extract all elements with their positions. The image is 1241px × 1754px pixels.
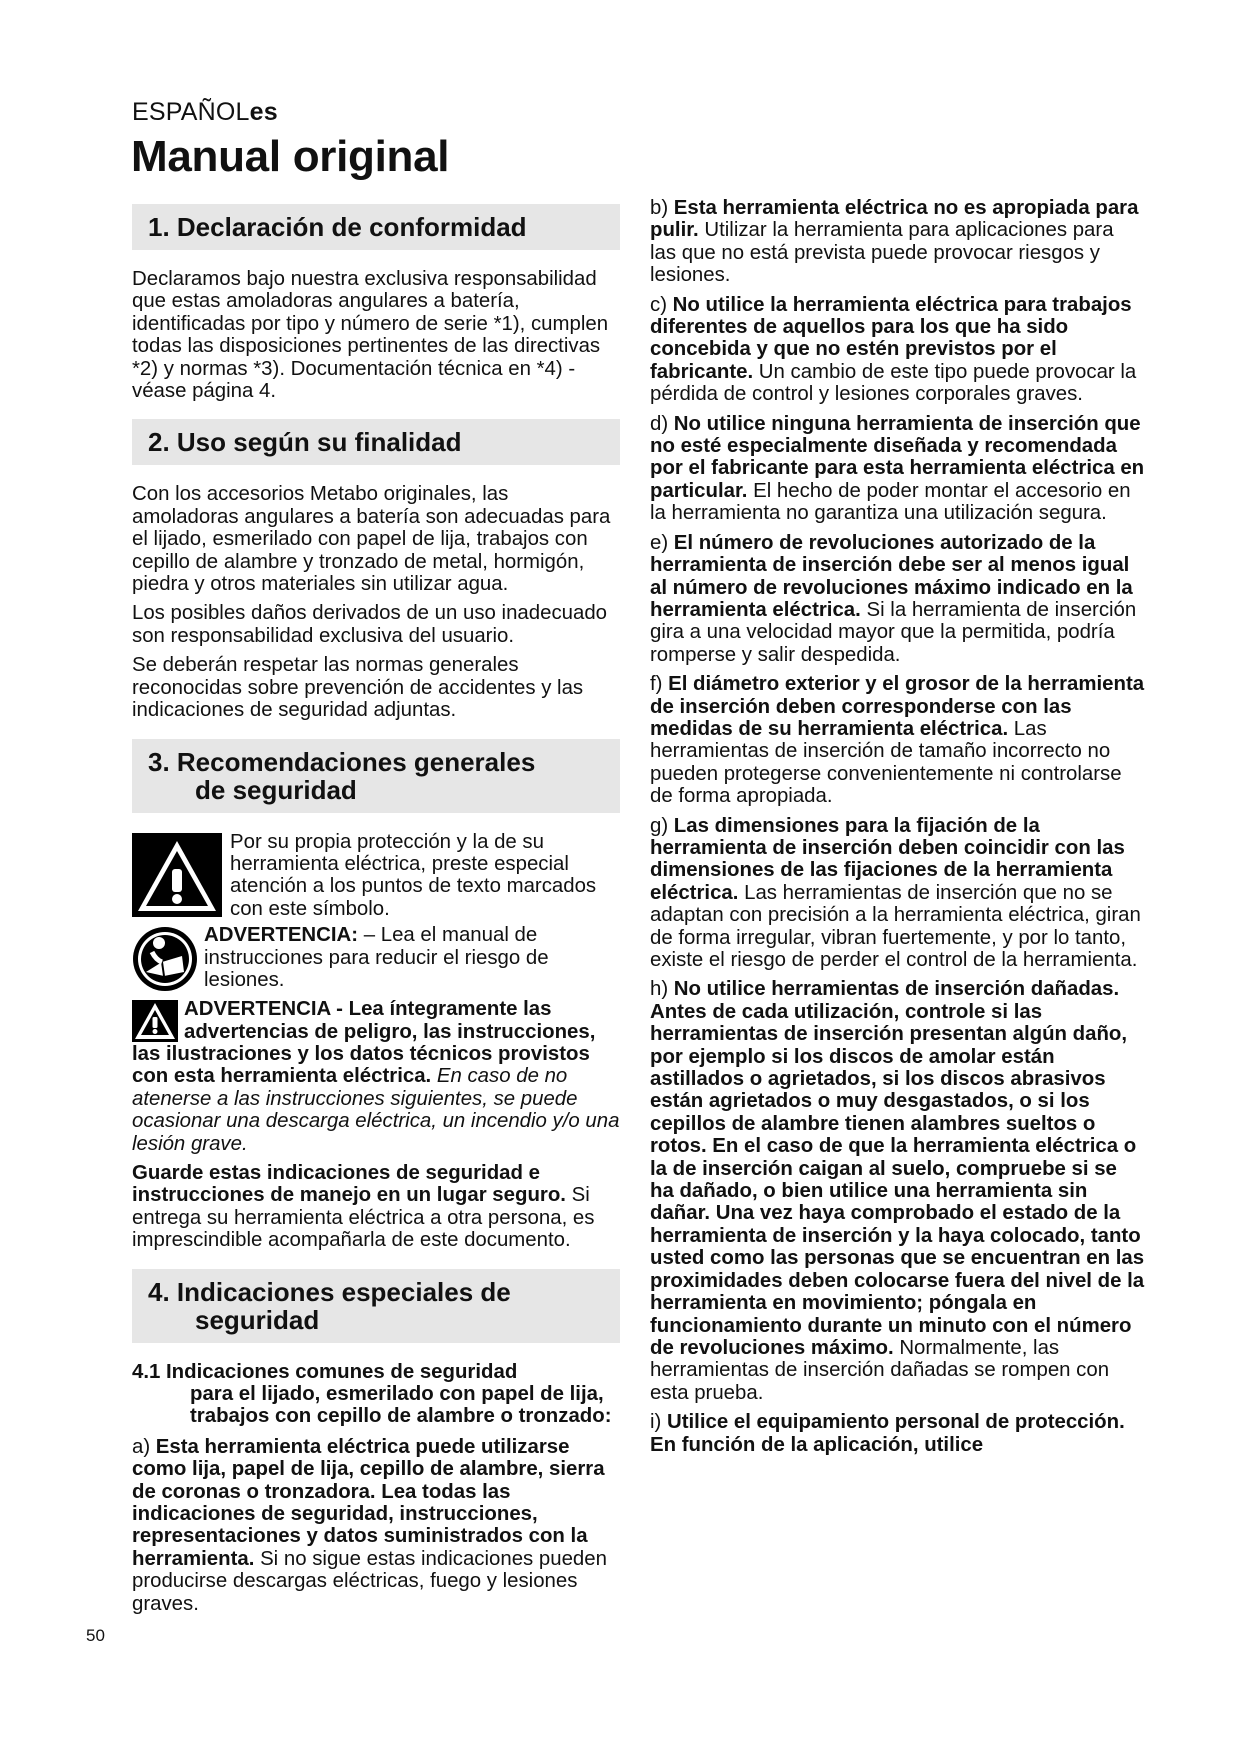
advertencia-full-bold: ADVERTENCIA - Lea íntegramente las advertencias de peligro, las instrucciones, las ilustraciones y los datos técnicos provistos con esta herramienta eléctrica. [132, 998, 596, 1088]
item-c-bold: No utilice la herramienta eléctrica para trabajos diferentes de aquellos para los que ha sido concebida y que no estén previstos por el fabricante. [650, 293, 1132, 383]
language-name: ESPAÑOL [132, 98, 250, 126]
item-d-text: El hecho de poder montar el accesorio en la herramienta no garantiza una utilización segura. [650, 479, 1131, 525]
item-d-label: d) [650, 412, 674, 435]
warning-symbol-text: Por su propia protección y la de su herramienta eléctrica, preste especial atención a los puntos de texto marcados con este símbolo. [230, 830, 597, 920]
item-a-label: a) [132, 1435, 156, 1458]
item-g-bold: Las dimensiones para la fijación de la herramienta de inserción deben coincidir con las dimensiones de las fijaciones de la herramienta eléctrica. [650, 814, 1125, 904]
item-e-text: Si la herramienta de inserción gira a una velocidad mayor que la permitida, podría romperse y salir despedida. [650, 598, 1137, 666]
warning-triangle-icon [132, 833, 222, 917]
item-e-label: e) [650, 531, 674, 554]
item-h-label: h) [650, 978, 674, 1001]
item-g-label: g) [650, 814, 674, 837]
page-number: 50 [86, 1626, 105, 1645]
item-d [650, 413, 1145, 525]
item-b-bold: Esta herramienta eléctrica no es apropiada para pulir. [650, 197, 1139, 242]
item-f [650, 673, 1145, 807]
keep-instructions-bold: Guarde estas indicaciones de seguridad e instrucciones de manejo en un lugar seguro. [132, 1161, 566, 1207]
advertencia-label: ADVERTENCIA: [204, 924, 359, 947]
subsection-4-1-line-1: 4.1 Indicaciones comunes de seguridad [132, 1360, 518, 1383]
item-i [650, 1411, 1145, 1456]
item-a-bold: Esta herramienta eléctrica puede utilizarse como lija, papel de lija, cepillo de alambre, sierra de coronas o tronzadora. Lea todas las indicaciones de seguridad, instrucciones, representaciones y datos suministrados con la herramienta. [132, 1435, 605, 1570]
language-code: es [249, 98, 278, 126]
item-h-text: Normalmente, las herramientas de inserción dañadas se rompen con esta prueba. [650, 1336, 1110, 1404]
item-f-text: Las herramientas de inserción de tamaño incorrecto no pueden protegerse convenientemente ni controlarse de forma apropiada. [650, 717, 1122, 808]
read-manual-row [132, 924, 620, 992]
item-d-bold: No utilice ninguna herramienta de inserción que no esté especialmente diseñada y recomendada por el fabricante para esta herramienta eléctrica en particular. [650, 412, 1145, 502]
item-f-label: f) [650, 673, 669, 696]
item-h-bold: No utilice herramientas de inserción dañadas. Antes de cada utilización, controle si las herramientas de inserción presentan algún daño, por ejemplo si los discos de amolar están astillados o agrietados, si los discos abrasivos están agrietados o muy desgastados, o si los cepillos de alambre tienen alambres sueltos o rotos. En el caso de que la herramienta eléctrica o la de inserción caigan al suelo, compruebe si se ha dañado, o bien utilice una herramienta sin dañar. Una vez haya comprobado el estado de la herramienta de inserción y la haya colocado, tanto usted como las personas que se encuentran en las proximidades deben colocarse fuera del nivel de la herramienta en movimiento; póngala en funcionamiento durante un minuto con el número de revoluciones máximo. [650, 978, 1145, 1359]
keep-instructions [132, 1162, 620, 1252]
subsection-4-1-heading [132, 1361, 620, 1428]
item-h [650, 978, 1145, 1404]
item-i-bold: Utilice el equipamiento personal de protección. En función de la aplicación, utilice [650, 1411, 1125, 1456]
item-c-text: Un cambio de este tipo puede provocar la pérdida de control y lesiones corporales graves. [650, 360, 1137, 406]
warning-symbol-row [132, 831, 620, 921]
item-f-bold: El diámetro exterior y el grosor de la herramienta de inserción deben corresponderse con las medidas de su herramienta eléctrica. [650, 673, 1145, 740]
read-manual-icon [132, 926, 198, 992]
section-2-paragraph-1: Con los accesorios Metabo originales, las amoladoras angulares a batería son adecuadas para el lijado, esmerilado con papel de lija, trabajos con cepillo de alambre y tronzado de metal, hormigón, piedra y otros materiales sin utilizar agua. [132, 483, 611, 596]
section-4-heading [132, 1269, 620, 1343]
item-g-text: Las herramientas de inserción que no se adaptan con precisión a la herramienta eléctrica, giran de forma irregular, vibran fuertemente, y por lo tanto, existe el riesgo de perder el control de la herramienta. [650, 881, 1141, 971]
language-label [132, 98, 278, 127]
section-3-heading-line-2: de seguridad [195, 774, 357, 805]
advertencia-full-warning [132, 998, 620, 1155]
item-e [650, 532, 1145, 666]
item-b-label: b) [650, 197, 674, 219]
item-a [132, 1436, 620, 1615]
section-1-body: Declaramos bajo nuestra exclusiva responsabilidad que estas amoladoras angulares a batería, identificadas por tipo y número de serie *1), cumplen todas las disposiciones pertinentes de las directivas *2) y normas *3). Documentación técnica en *4) - véase página 4. [132, 268, 609, 403]
item-a-text: Si no sigue estas indicaciones pueden producirse descargas eléctricas, fuego y lesiones graves. [132, 1547, 607, 1615]
keep-instructions-text: Si entrega su herramienta eléctrica a otra persona, es imprescindible acompañarla de este documento. [132, 1184, 595, 1252]
item-c-label: c) [650, 293, 673, 316]
item-i-label: i) [650, 1411, 667, 1434]
section-2-heading: 2. Uso según su finalidad [132, 419, 620, 465]
small-warning-triangle-icon [132, 1000, 178, 1042]
left-column [132, 204, 620, 1622]
read-manual-text [204, 924, 620, 991]
item-e-bold: El número de revoluciones autorizado de la herramienta de inserción debe ser al menos igual al número de revoluciones máximo indicado en la herramienta eléctrica. [650, 531, 1133, 621]
section-3-heading-line-1: 3. Recomendaciones generales [148, 746, 536, 777]
section-3-heading [132, 739, 620, 813]
advertencia-text: – Lea el manual de instrucciones para reducir el riesgo de lesiones. [204, 924, 549, 991]
page-title: Manual original [131, 132, 450, 181]
advertencia-full-italic: En caso de no atenerse a las instrucciones siguientes, se puede ocasionar una descarga eléctrica, un incendio y/o una lesión grave. [132, 1065, 620, 1155]
item-g [650, 815, 1145, 972]
section-4-heading-line-2: seguridad [195, 1304, 320, 1335]
section-1-heading: 1. Declaración de conformidad [132, 204, 620, 250]
item-b-text: Utilizar la herramienta para aplicaciones para las que no está prevista puede provocar riesgos y lesiones. [650, 219, 1114, 287]
subsection-4-1-line-2: para el lijado, esmerilado con papel de lija, trabajos con cepillo de alambre o tronzado: [190, 1383, 612, 1428]
item-b [650, 197, 1145, 287]
section-4-heading-line-1: 4. Indicaciones especiales de [148, 1276, 511, 1307]
item-c [650, 294, 1145, 406]
section-2-paragraph-2: Los posibles daños derivados de un uso inadecuado son responsabilidad exclusiva del usuario. [132, 602, 607, 647]
right-column [650, 197, 1145, 1463]
section-2-paragraph-3: Se deberán respetar las normas generales reconocidas sobre prevención de accidentes y las indicaciones de seguridad adjuntas. [132, 654, 584, 722]
